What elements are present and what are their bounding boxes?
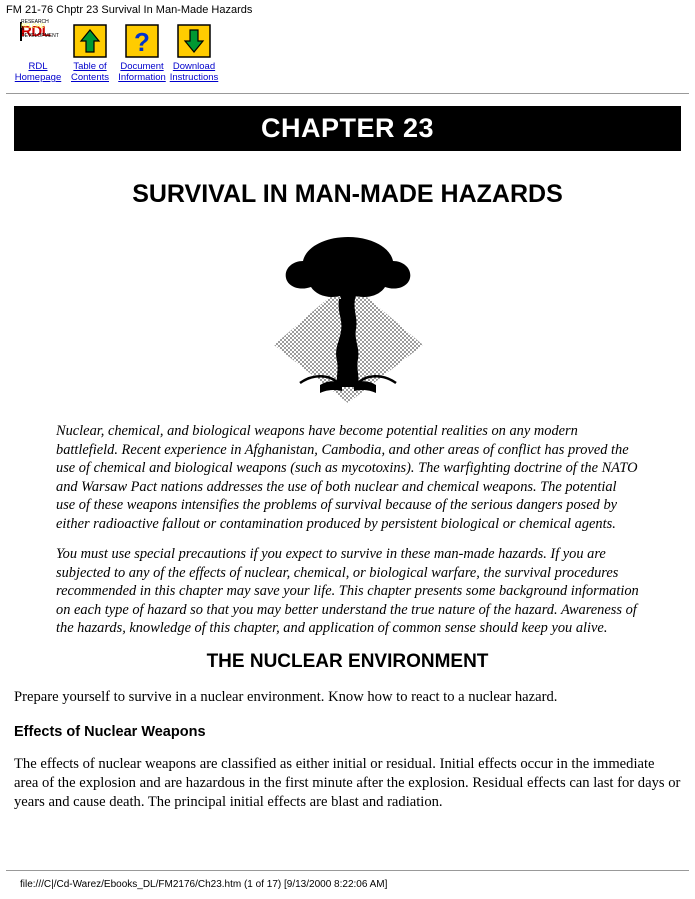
nuclear-lead-paragraph: Prepare yourself to survive in a nuclear environment. Know how to react to a nuclear hazard. <box>14 688 558 705</box>
mushroom-cloud-illustration <box>0 233 695 408</box>
nav-label-download-line2: Instructions <box>169 72 219 83</box>
navigation-bar <box>0 17 695 83</box>
section-heading-nuclear-environment: THE NUCLEAR ENVIRONMENT <box>206 650 489 672</box>
nav-label-docinfo-line1: Document <box>120 61 164 72</box>
effects-body-paragraph: The effects of nuclear weapons are classified as either initial or residual. Initial effects occur in the immediate area of the explosion and are hazardous in the first minute after the explosion. Residual effects can last for days or years and cause death. The principal initial effects are blast and radiation. <box>14 755 681 810</box>
svg-text:?: ? <box>134 27 150 57</box>
intro-paragraph-1: Nuclear, chemical, and biological weapons have become potential realities on any modern battlefield. Recent experience in Afghanistan, Cambodia, and other areas of conflict has proved the use of chemical and biological weapons (such as mycotoxins). The warfighting doctrine of the NATO and Warsaw Pact nations addresses the use of both nuclear and chemical weapons. The potential use of these weapons intensifies the problems of survival because of the serious dangers posed by either radioactive fallout or contamination produced by persistent biological or chemical agents. <box>56 423 638 532</box>
nav-label-toc-line1: Table of <box>73 61 107 72</box>
nav-item-table-of-contents[interactable] <box>64 23 116 83</box>
nav-label-download-line1: Download <box>172 61 216 72</box>
page-title: SURVIVAL IN MAN-MADE HAZARDS <box>132 180 563 208</box>
nav-item-download-instructions[interactable] <box>168 23 220 83</box>
rdl-logo-icon <box>20 23 56 59</box>
nav-item-rdl-homepage[interactable] <box>12 23 64 83</box>
nav-item-document-information[interactable] <box>116 23 168 83</box>
down-arrow-icon <box>176 23 212 59</box>
chapter-banner: CHAPTER 23 <box>14 106 681 151</box>
up-arrow-icon <box>72 23 108 59</box>
question-mark-icon <box>124 23 160 59</box>
footer-file-path: file:///C|/Cd-Warez/Ebooks_DL/FM2176/Ch23.htm (1 of 17) [9/13/2000 8:22:06 AM] <box>20 879 388 890</box>
nav-label-toc-line2: Contents <box>70 72 110 83</box>
nav-label-rdl-line2: Homepage <box>14 72 62 83</box>
nav-label-docinfo-line2: Information <box>118 72 166 83</box>
page-header-title: FM 21-76 Chptr 23 Survival In Man-Made Hazards <box>6 4 253 16</box>
intro-paragraph-2: You must use special precautions if you expect to survive in these man-made hazards. If you are subjected to any of the effects of nuclear, chemical, or biological warfare, the survival procedures recommended in this chapter may save your life. This chapter presents some background information on each type of hazard so that you may better understand the true nature of the hazard. Awareness of the hazards, knowledge of this chapter, and application of common sense should keep you alive. <box>56 546 639 636</box>
nav-label-rdl-line1: RDL <box>28 61 48 72</box>
intro-block <box>56 422 639 638</box>
subheading-effects-of-nuclear-weapons: Effects of Nuclear Weapons <box>14 723 206 740</box>
header-divider <box>6 93 689 94</box>
footer-divider <box>6 870 689 871</box>
